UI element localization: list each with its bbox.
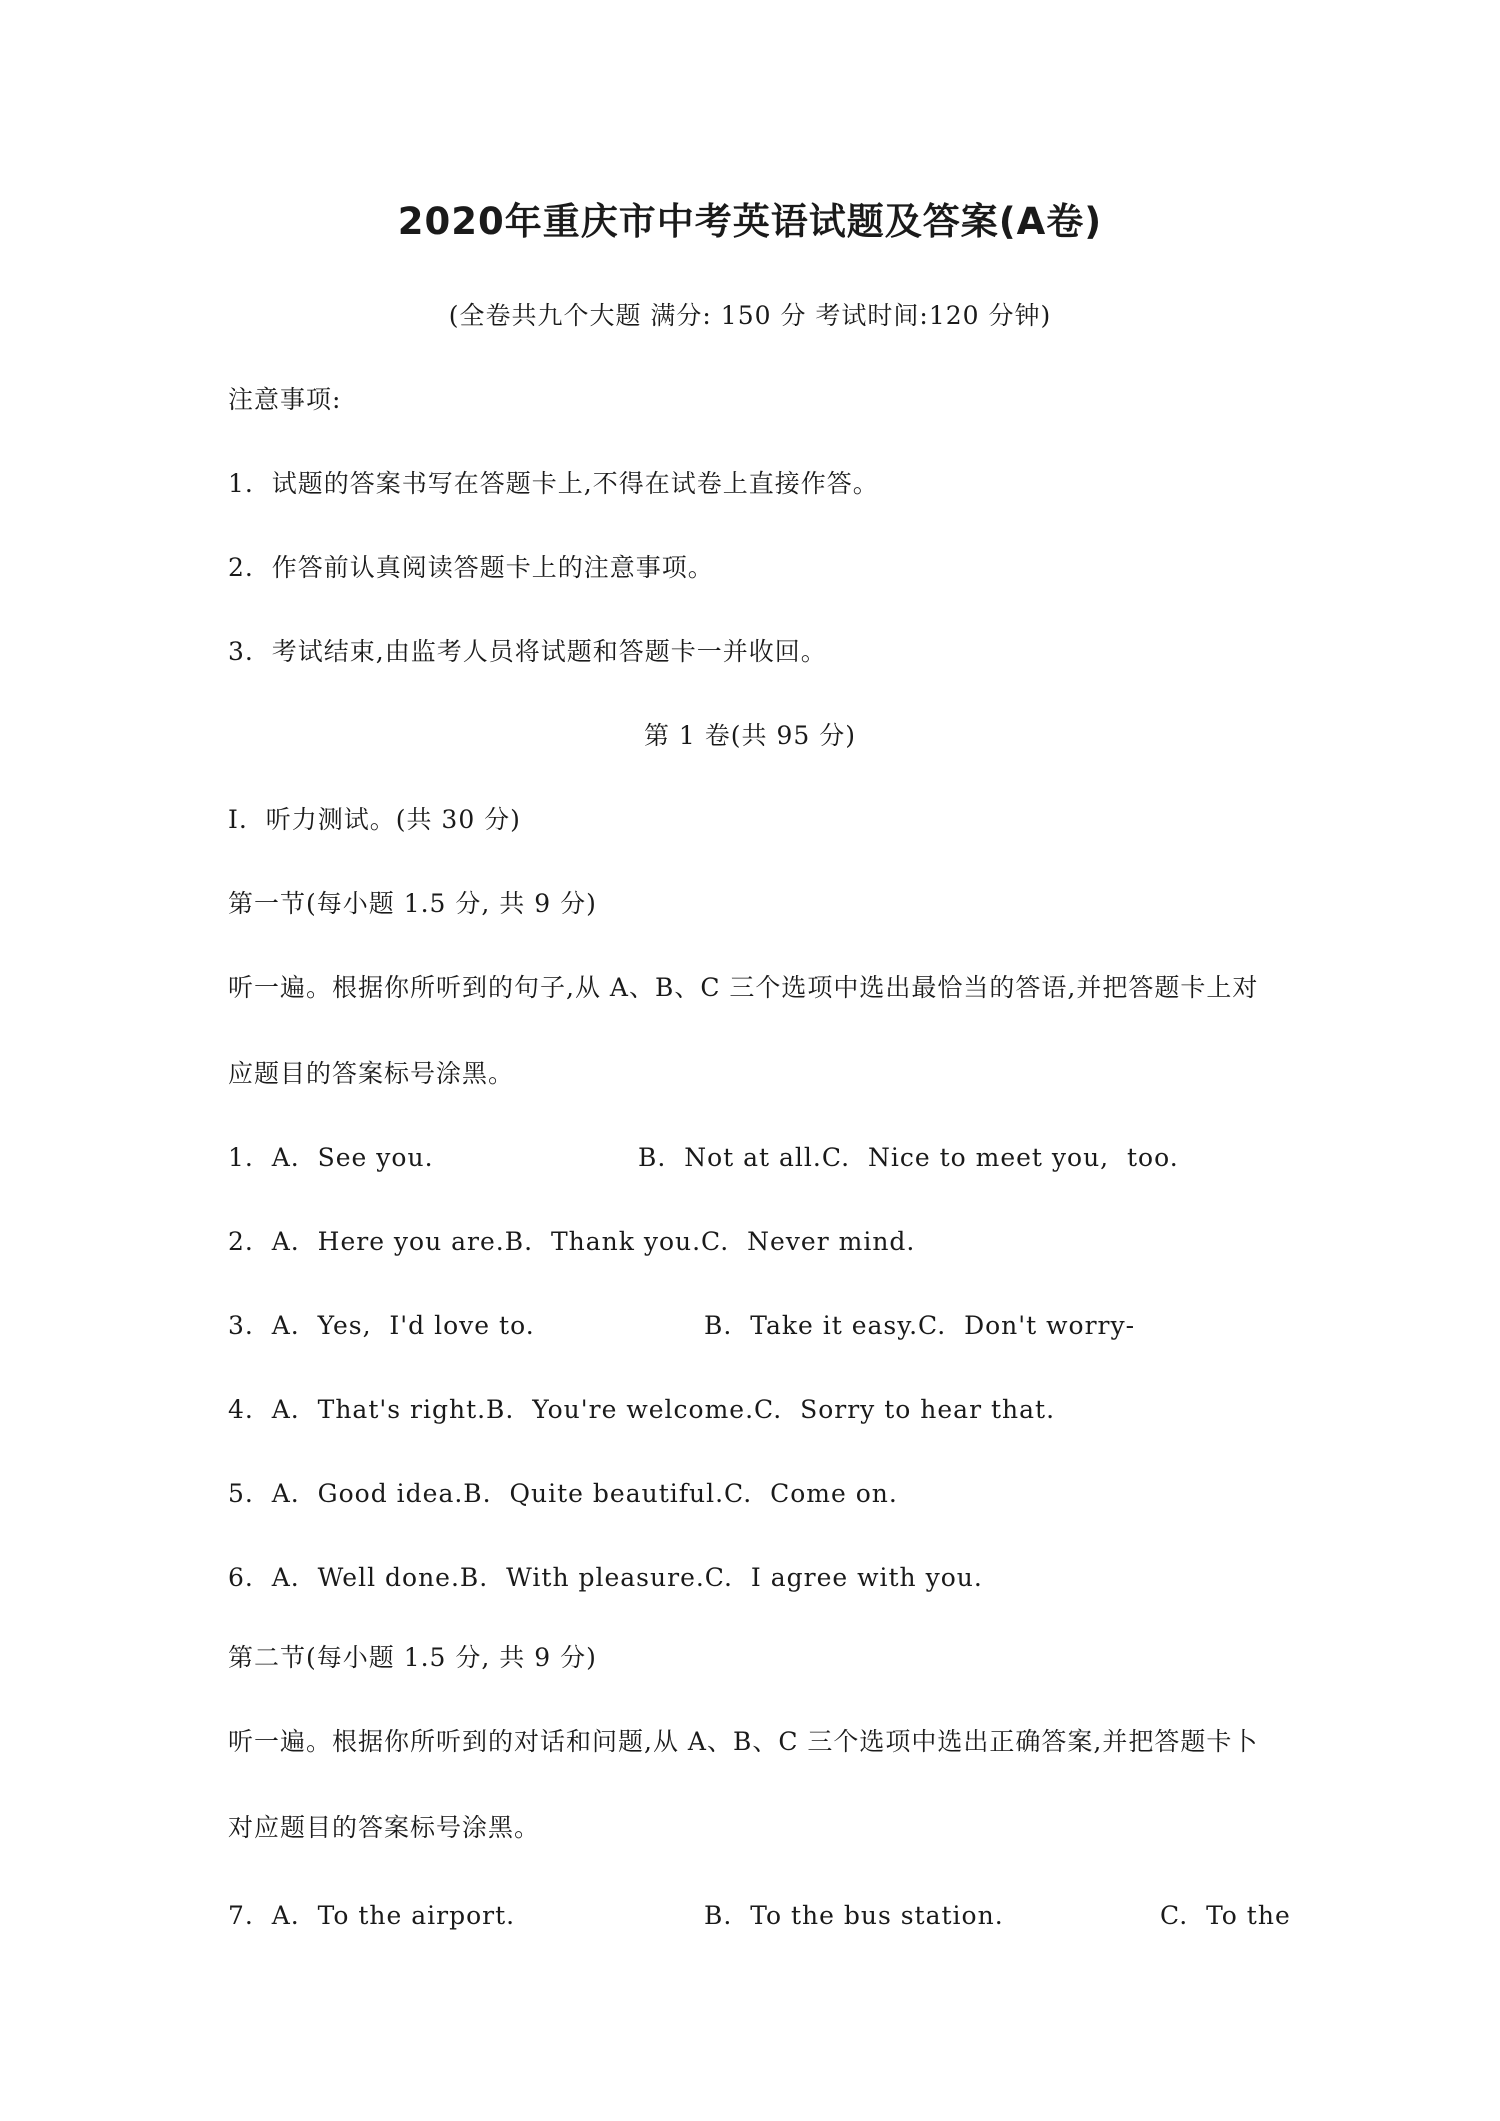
volume-heading: 第 1 卷(共 95 分) [643, 721, 856, 750]
question-3-options-bc: B. Take it easy.C. Don't worry- [704, 1311, 1136, 1340]
question-7-option-b: B. To the bus station. [704, 1901, 1004, 1930]
question-6: 6. A. Well done.B. With pleasure.C. I agree with you. [228, 1563, 983, 1592]
question-4: 4. A. That's right.B. You're welcome.C. Sorry to hear that. [228, 1395, 1056, 1424]
question-7-option-a: 7. A. To the airport. [228, 1901, 516, 1930]
instruction-text: 听一遍。根据你所听到的对话和问题,从 A、B、C 三个选项中选出正确答案,并把答题卡卜 [228, 1727, 1259, 1756]
instruction-text: 应题目的答案标号涂黑。 [228, 1059, 515, 1088]
question-1-options-bc: B. Not at all.C. Nice to meet you, too. [638, 1143, 1179, 1172]
part-heading: 第一节(每小题 1.5 分, 共 9 分) [228, 889, 597, 918]
exam-subtitle: (全卷共九个大题 满分: 150 分 考试时间:120 分钟) [448, 301, 1052, 330]
part-heading: 第二节(每小题 1.5 分, 共 9 分) [228, 1643, 597, 1672]
instruction-text: 听一遍。根据你所听到的句子,从 A、B、C 三个选项中选出最恰当的答语,并把答题卡上对 [228, 973, 1259, 1002]
page-title: 2020年重庆市中考英语试题及答案(A卷) [397, 200, 1103, 243]
notice-item: 3. 考试结束,由监考人员将试题和答题卡一并收回。 [228, 637, 827, 666]
section-heading: I. 听力测试。(共 30 分) [228, 805, 521, 834]
question-5: 5. A. Good idea.B. Quite beautiful.C. Come on. [228, 1479, 898, 1508]
question-7-option-c: C. To the [1160, 1901, 1291, 1930]
notice-item: 2. 作答前认真阅读答题卡上的注意事项。 [228, 553, 714, 582]
instruction-text: 对应题目的答案标号涂黑。 [228, 1813, 541, 1842]
question-2: 2. A. Here you are.B. Thank you.C. Never mind. [228, 1227, 916, 1256]
notice-heading: 注意事项: [228, 385, 342, 414]
question-3-option-a: 3. A. Yes, I'd love to. [228, 1311, 535, 1340]
notice-item: 1. 试题的答案书写在答题卡上,不得在试卷上直接作答。 [228, 469, 879, 498]
question-1-option-a: 1. A. See you. [228, 1143, 434, 1172]
